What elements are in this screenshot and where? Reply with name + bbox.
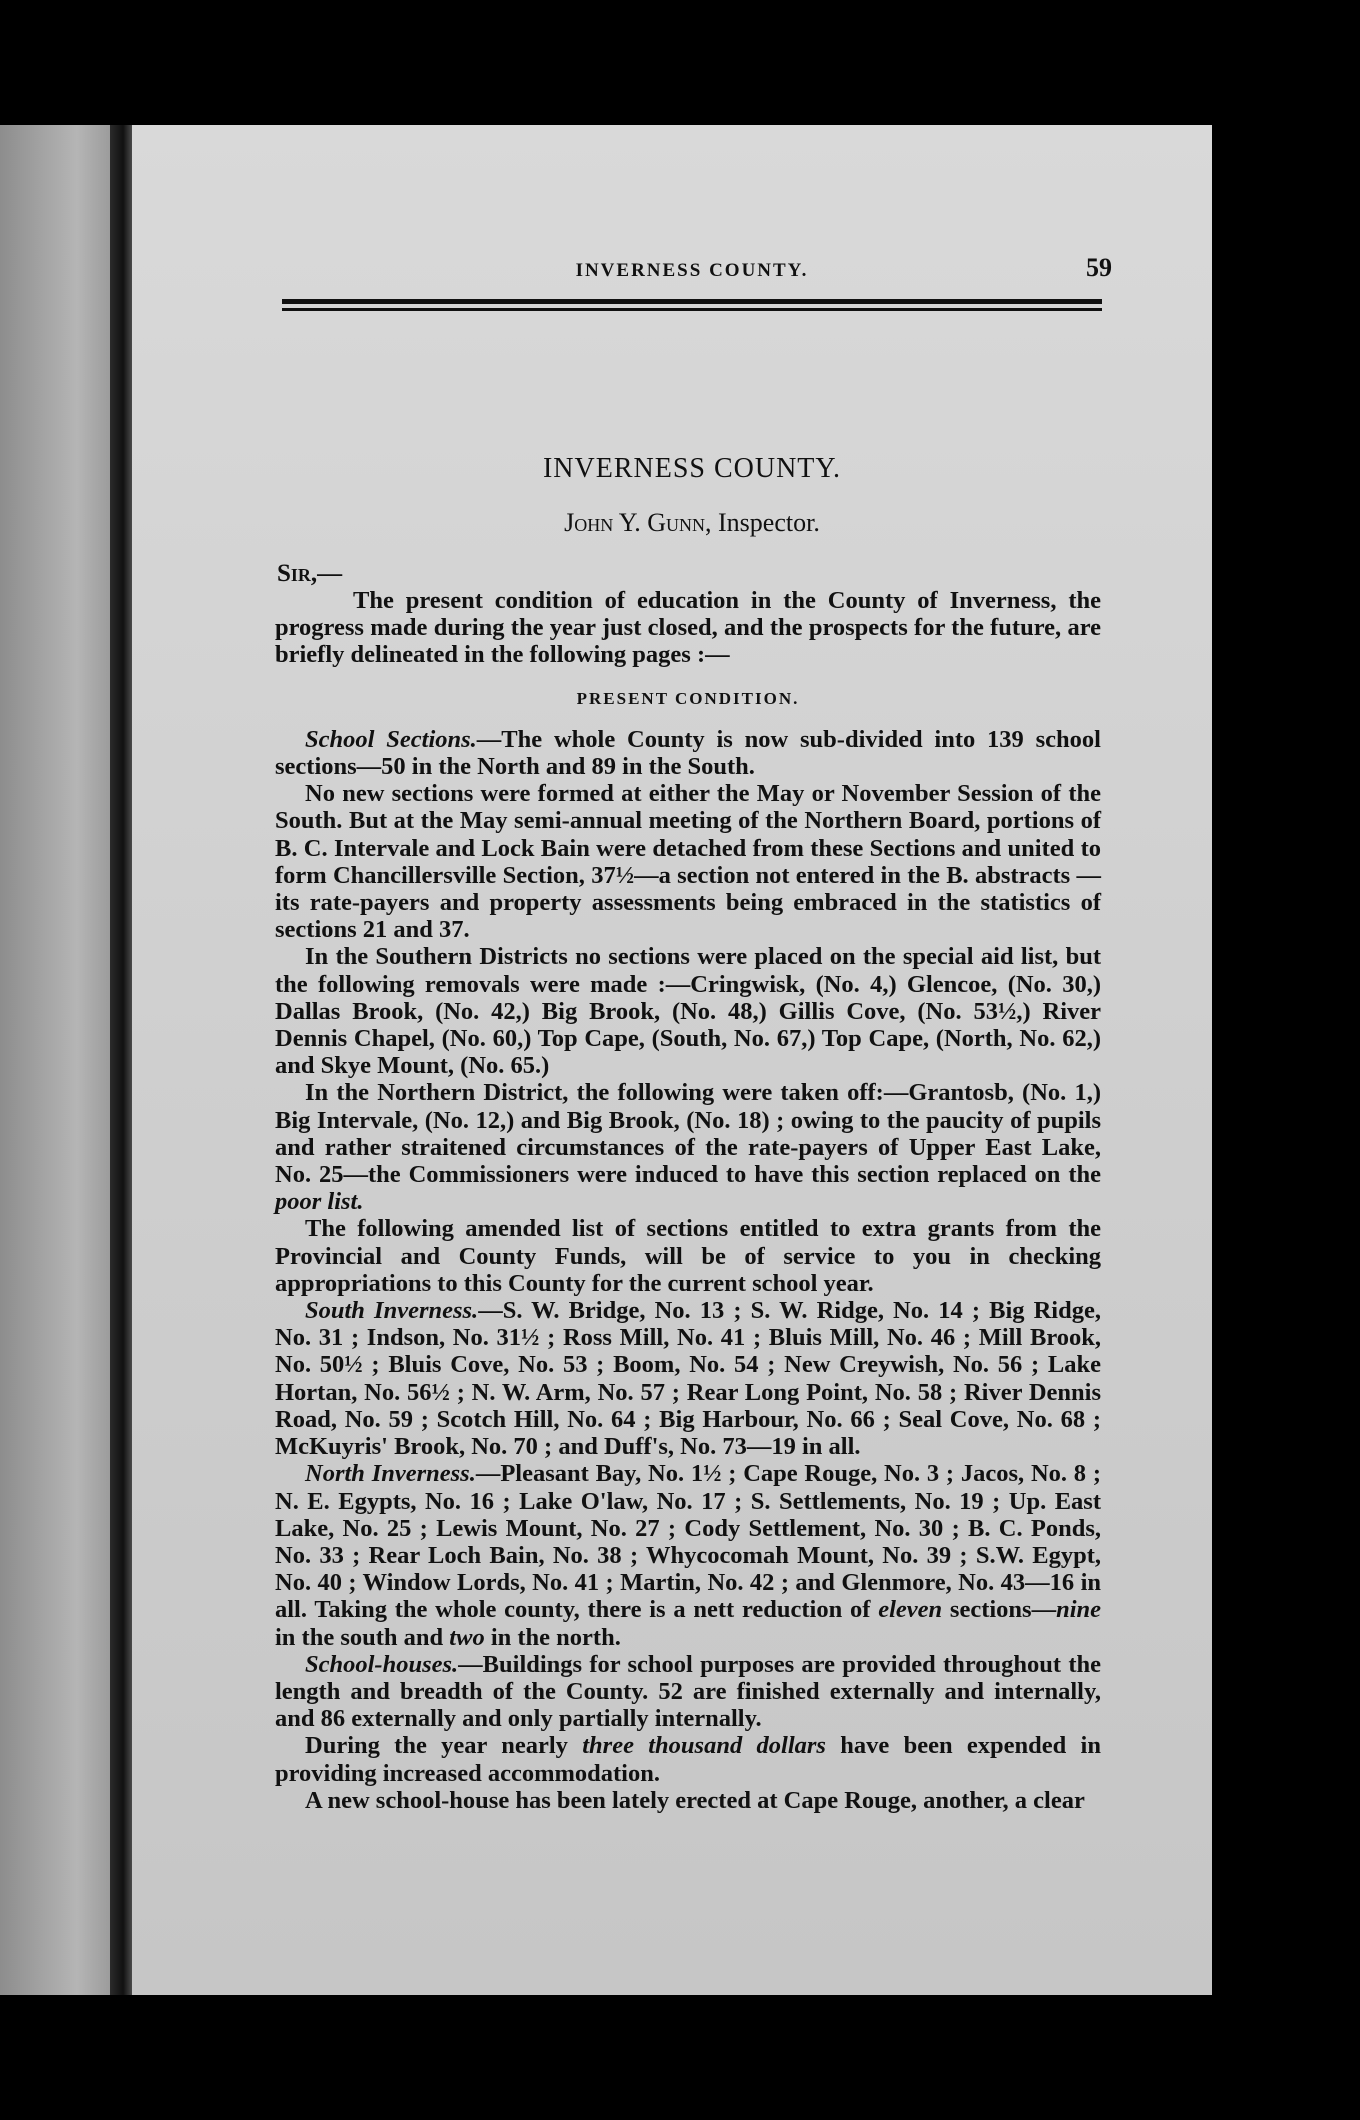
paragraph-text: in the north. — [484, 1623, 621, 1651]
inspector-line — [332, 508, 1052, 538]
run-in-heading: School Sections. — [305, 725, 477, 753]
inspector-name: John Y. Gunn, — [564, 508, 712, 537]
intro-paragraph: The present condition of education in the County of Inverness, the progress made during the year just closed, and the prospects for the future, are briefly delineated in the following pages :— — [275, 587, 1101, 669]
body-text — [275, 587, 1101, 1814]
section-heading: PRESENT CONDITION. — [576, 688, 800, 708]
run-in-heading: North Inverness. — [305, 1460, 476, 1488]
paragraph-text: —Buildings for school purposes are provided throughout the length and breadth of the County. 52 are finished externally and internally, and 86 externally and only partially internally. — [275, 1650, 1101, 1733]
paragraph-text: —S. W. Bridge, No. 13 ; S. W. Ridge, No. 14 ; Big Ridge, No. 31 ; Indson, No. 31½ ; Ross Mill, No. 41 ; Bluis Mill, No. 46 ; Mill Brook, No. 50½ ; Bluis Cove, No. 53 ; Boom, No. 54 ; New Creywish, No. 56 ; Lake Hortan, No. 56½ ; N. W. Arm, No. 57 ; Rear Long Point, No. 58 ; River Dennis Road, No. 59 ; Scotch Hill, No. 64 ; Big Harbour, No. 66 ; Seal Cove, No. 68 ; McKuyris' Brook, No. 70 ; and Duff's, No. 73—19 in all. — [275, 1297, 1101, 1461]
paragraph-text: in the south and — [275, 1623, 450, 1651]
paragraph-south-inverness — [275, 1297, 1101, 1460]
paragraph-text: —Pleasant Bay, No. 1½ ; Cape Rouge, No. 3 ; Jacos, No. 8 ; N. E. Egypts, No. 16 ; Lake O'law, No. 17 ; S. Settlements, No. 19 ; Up. East Lake, No. 25 ; Lewis Mount, No. 27 ; Cody Settlement, No. 30 ; B. C. Ponds, No. 33 ; Rear Loch Bain, No. 38 ; Whycocomah Mount, No. 39 ; S.W. Egypt, No. 40 ; Window Lords, No. 41 ; Martin, No. 42 ; and Glenmore, No. 43—16 in all. Taking the whole county, there is a nett reduction of — [275, 1460, 1101, 1624]
inspector-role: Inspector. — [718, 508, 820, 537]
header-rule-thick — [282, 299, 1102, 304]
paragraph-expenditure — [275, 1732, 1101, 1786]
paragraph-text: sections— — [942, 1596, 1057, 1624]
paragraph-text: —The whole County is now sub-divided into 139 school sections—50 in the North and 89 in the South. — [275, 725, 1101, 781]
paragraph-new-sections: No new sections were formed at either the May or November Session of the South. But at the May semi-annual meeting of the Northern Board, portions of B. C. Intervale and Lock Bain were detached from these Sections and united to form Chancillersville Section, 37½—a section not entered in the B. abstracts —its rate-payers and property assessments being embraced in the statistics of sections 21 and 37. — [275, 780, 1101, 944]
left-page-edge — [0, 125, 110, 1995]
emphasis-text: three thousand dollars — [582, 1732, 826, 1760]
paragraph-school-houses — [275, 1651, 1101, 1733]
paragraph-southern-districts: In the Southern Districts no sections were placed on the special aid list, but the following removals were made :—Cringwisk, (No. 4,) Glencoe, (No. 30,) Dallas Brook, (No. 42,) Big Brook, (No. 48,) Gillis Cove, (No. 53½,) River Dennis Chapel, (No. 60,) Top Cape, (South, No. 67,) Top Cape, (North, No. 62,) and Skye Mount, (No. 65.) — [275, 943, 1101, 1080]
emphasis-text: poor list. — [275, 1188, 364, 1216]
emphasis-text: eleven — [878, 1596, 943, 1624]
run-in-heading: South Inverness. — [305, 1297, 479, 1325]
emphasis-text: two — [449, 1623, 485, 1651]
header-rule-thin — [282, 308, 1102, 311]
paragraph-amended-list: The following amended list of sections entitled to extra grants from the Provincial and County Funds, will be of service to you in checking appropriations to this County for the current school year. — [275, 1215, 1101, 1297]
book-page — [132, 125, 1212, 1995]
paragraph-text: In the Northern District, the following were taken off:—Grantosb, (No. 1,) Big Intervale, (No. 12,) and Big Brook, (No. 18) ; owing to the paucity of pupils and rather straitened circumstances of the rate-payers of Upper East Lake, No. 25—the Commissioners were induced to have this section replaced on the — [275, 1079, 1101, 1189]
salutation: Sir,— — [277, 560, 343, 587]
paragraph-text: During the year nearly — [305, 1732, 583, 1760]
page-number: 59 — [1086, 253, 1112, 282]
paragraph-text: have been expended in providing increased accommodation. — [275, 1732, 1101, 1787]
page-title: INVERNESS COUNTY. — [542, 453, 842, 484]
run-in-heading: School-houses. — [305, 1650, 459, 1678]
emphasis-text: nine — [1056, 1596, 1102, 1624]
paragraph-school-sections — [275, 726, 1101, 780]
book-gutter — [110, 125, 132, 1995]
paragraph-north-inverness — [275, 1460, 1101, 1650]
paragraph-northern-district — [275, 1079, 1101, 1215]
paragraph-new-school-house: A new school-house has been lately erected at Cape Rouge, another, a clear — [305, 1786, 1085, 1814]
running-head: INVERNESS COUNTY. — [575, 260, 809, 281]
header-rule — [282, 299, 1102, 313]
